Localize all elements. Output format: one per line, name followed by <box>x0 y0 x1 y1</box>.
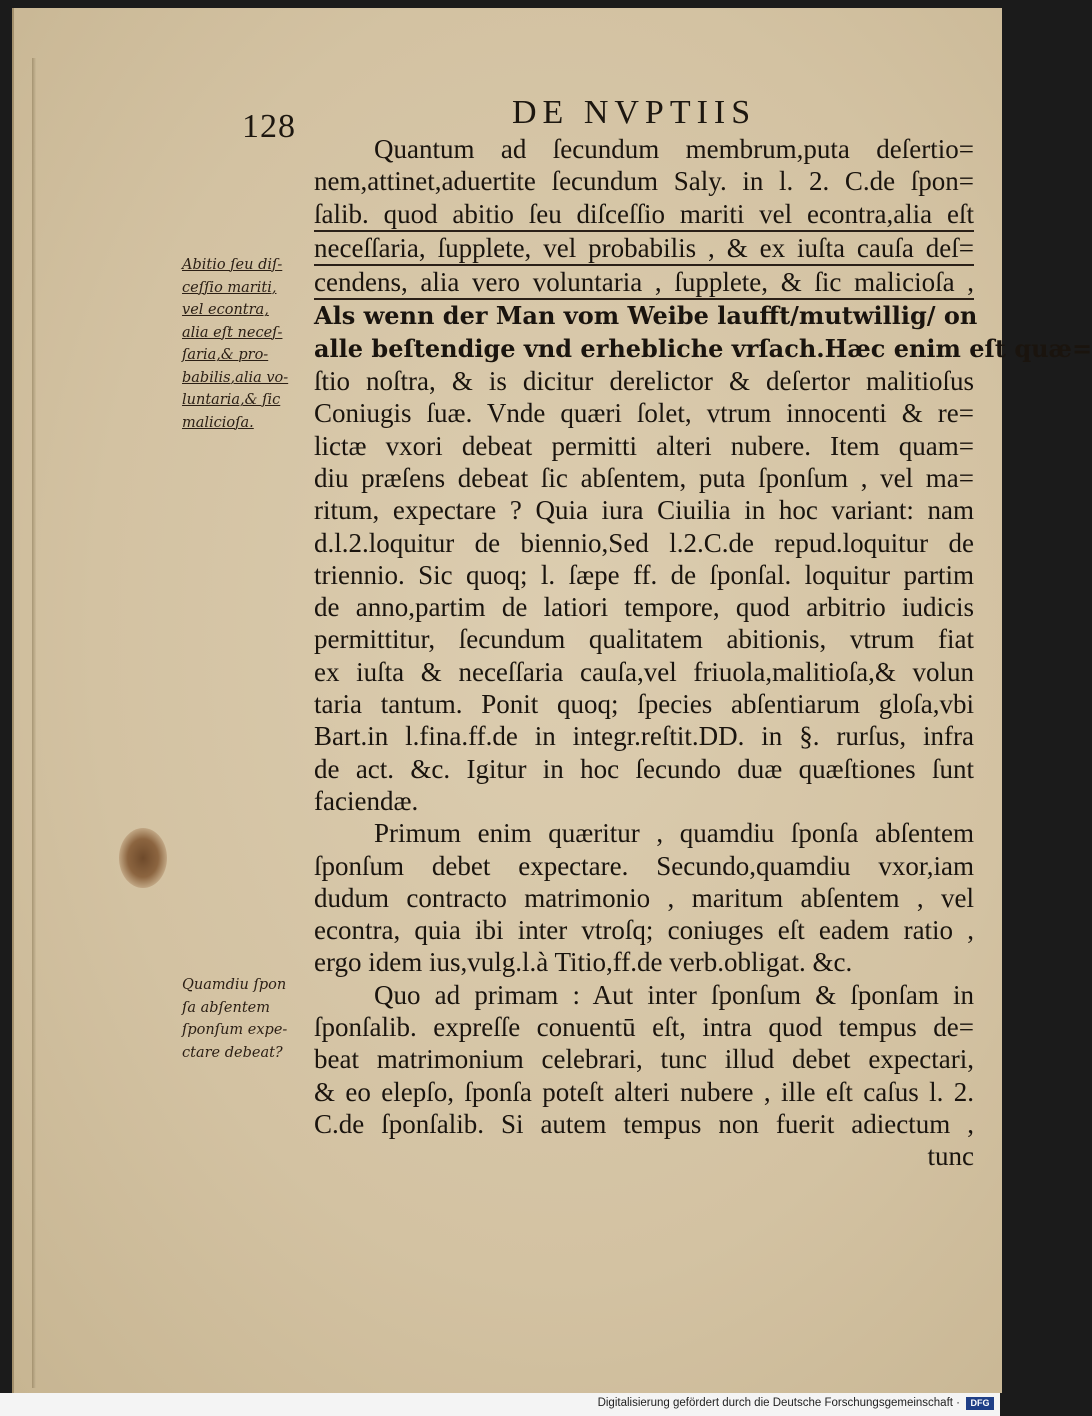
text-line: ritum, expectare ? Quia iura Ciuilia in hoc variant: nam <box>314 495 974 526</box>
text-line: cendens, alia vero voluntaria , ſupplete, & ſic malicioſa , <box>314 266 974 300</box>
margin-note-abitio <box>182 254 317 434</box>
text-line: Als wenn der Man vom Weibe laufft/mutwillig/ on <box>314 301 978 331</box>
main-text <box>314 133 1092 1173</box>
text-line: ſalib. quod abitio ſeu diſceſſio mariti vel econtra,alia eſt <box>314 198 974 232</box>
text-line: econtra, quia ibi inter vtroſq; coniuges eſt eadem ratio , <box>314 915 974 946</box>
text-line: Primum enim quæritur , quamdiu ſponſa abſentem <box>374 818 974 849</box>
book-page <box>12 8 1092 1393</box>
margin-note-line: ſa abſentem <box>182 999 270 1016</box>
text-line: permittitur, ſecundum qualitatem abitionis, vtrum fiat <box>314 624 974 655</box>
text-line: beat matrimonium celebrari, tunc illud debet expectari, <box>314 1044 974 1075</box>
text-line: alle beſtendige vnd erhebliche vrſach.Hæc enim eſt quæ= <box>314 333 1092 363</box>
catchword: tunc <box>927 1141 974 1172</box>
margin-note-line: vel econtra, <box>182 302 269 318</box>
margin-note-line: Quamdiu ſpon <box>182 977 287 993</box>
text-line: ex iuſta & neceſſaria cauſa,vel friuola,malitioſa,& volun <box>314 656 974 687</box>
text-line: neceſſaria, ſupplete, vel probabilis , & ex iuſta cauſa deſ= <box>314 232 974 266</box>
digitization-footer <box>0 1393 1000 1416</box>
text-line: Coniugis ſuæ. Vnde quæri ſolet, vtrum innocenti & re= <box>314 398 974 429</box>
text-line: Quo ad primam : Aut inter ſponſum & ſponſam in <box>374 979 974 1010</box>
margin-note-line: ceſſio mariti, <box>182 279 277 296</box>
text-line: C.de ſponſalib. Si autem tempus non fuerit adiectum , <box>314 1108 974 1139</box>
margin-note-line: malicioſa. <box>182 414 254 431</box>
text-line: diu præſens debeat ſic abſentem, puta ſponſum , vel ma= <box>314 462 974 493</box>
margin-note-line: ſponſum expe- <box>182 1022 288 1038</box>
text-line: nem,attinet,aduertite ſecundum Saly. in l. 2. C.de ſpon= <box>314 166 974 197</box>
text-line: ſtio noſtra, & is dicitur derelictor & deſertor malitioſus <box>314 366 974 397</box>
margin-note-quamdiu <box>182 974 317 1064</box>
margin-note-line: ctare debeat? <box>182 1044 283 1061</box>
text-line: d.l.2.loquitur de biennio,Sed l.2.C.de repud.loquitur de <box>314 527 974 558</box>
page-number: 128 <box>242 108 296 145</box>
text-line: ergo idem ius,vulg.l.à Titio,ff.de verb.obligat. &c. <box>314 947 853 978</box>
margin-note-line: Abitio ſeu diſ- <box>182 257 283 273</box>
margin-note-line: alia eſt neceſ- <box>182 324 283 341</box>
text-line: faciendæ. <box>314 785 419 816</box>
text-line: lictæ vxori debeat permitti alteri nubere. Item quam= <box>314 430 974 461</box>
text-line: Quantum ad ſecundum membrum,puta deſertio= <box>374 134 974 164</box>
page-edge-shadow <box>32 58 36 1388</box>
margin-note-line: luntaria,& ſic <box>182 392 281 408</box>
running-head: DE NVPTIIS <box>512 94 757 131</box>
text-line: Bart.in l.fina.ff.de in integr.reſtit.DD. in §. rurſus, infra <box>314 721 974 752</box>
text-line: taria tantum. Ponit quoq; ſpecies abſentiarum gloſa,vbi <box>314 689 974 720</box>
paper-stain <box>119 828 167 888</box>
funding-credit: Digitalisierung gefördert durch die Deutsche Forschungsgemeinschaft · <box>597 1397 960 1409</box>
margin-note-line: ſaria,& pro- <box>182 347 269 363</box>
text-line: ſponſum debet expectare. Secundo,quamdiu vxor,iam <box>314 850 974 881</box>
text-line: dudum contracto matrimonio , maritum abſentem , vel <box>314 882 974 913</box>
margin-note-line: babilis,alia vo- <box>182 369 289 386</box>
text-line: triennio. Sic quoq; l. ſæpe ff. de ſponſal. loquitur partim <box>314 559 974 590</box>
dfg-logo: DFG <box>966 1397 994 1410</box>
text-line: de act. &c. Igitur in hoc ſecundo duæ quæſtiones ſunt <box>314 753 974 784</box>
text-line: & eo elepſo, ſponſa poteſt alteri nubere , ille eſt caſus l. 2. <box>314 1076 974 1107</box>
text-line: de anno,partim de latiori tempore, quod arbitrio iudicis <box>314 592 974 623</box>
text-line: ſponſalib. expreſſe conuentū eſt, intra quod tempus de= <box>314 1012 974 1043</box>
